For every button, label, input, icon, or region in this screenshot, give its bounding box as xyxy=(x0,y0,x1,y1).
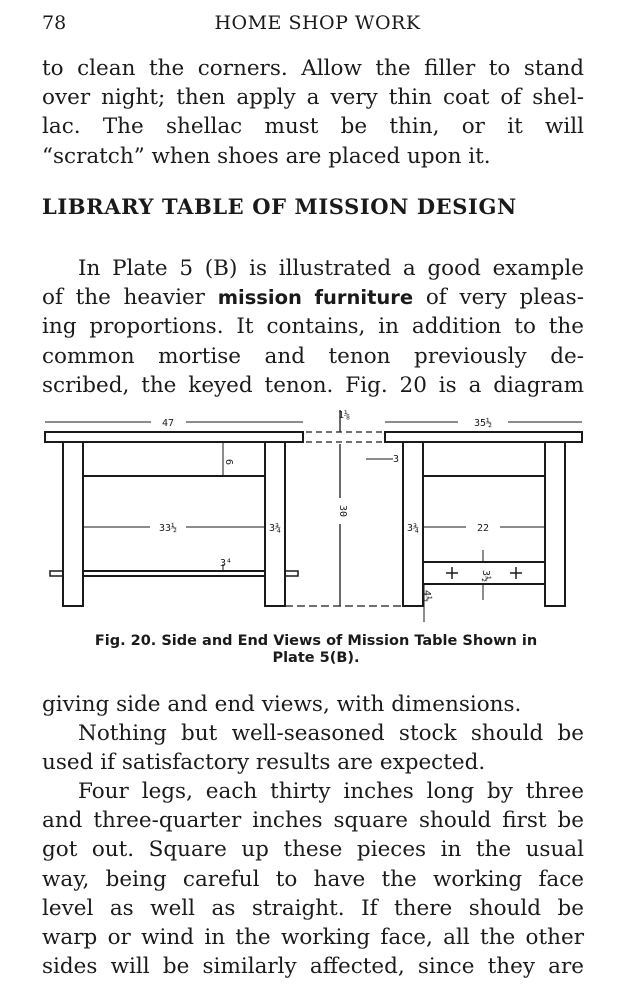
text-line: sides will be similarly affected, since they are xyxy=(42,954,584,980)
dim-label-apron-drop: 6 xyxy=(223,458,234,466)
text-line: In Plate 5 (B) is illustrated a good example xyxy=(78,256,584,281)
text-line: to clean the corners. Allow the filler to stand xyxy=(42,56,584,81)
table-diagram-figure xyxy=(38,404,590,626)
tenon-end-right xyxy=(285,571,298,576)
paragraph-stock xyxy=(42,719,584,777)
text-line: giving side and end views, with dimensions. xyxy=(42,692,522,717)
side-top-board xyxy=(45,432,303,442)
dim-label-end-inner: 22 xyxy=(476,523,490,534)
paragraph-views xyxy=(42,690,584,719)
text-line: got out. Square up these pieces in the usual xyxy=(42,837,584,863)
dim-label-end-apron: 3 xyxy=(393,454,400,465)
text-line xyxy=(42,283,584,312)
text-line: Four legs, each thirty inches long by three xyxy=(78,779,584,804)
dim-label-leg-end: 3¾ xyxy=(406,523,420,534)
running-header: HOME SHOP WORK xyxy=(214,12,421,34)
text-line: scribed, the keyed tenon. Fig. 20 is a diagram xyxy=(42,372,584,398)
text-fragment: of very pleas- xyxy=(425,285,584,311)
text-line: warp or wind in the working face, all the other xyxy=(42,925,584,951)
text-line: and three-quarter inches square should first be xyxy=(42,808,584,834)
intro-paragraph xyxy=(42,54,584,171)
text-line: used if satisfactory results are expected. xyxy=(42,750,486,776)
dim-label-side-length: 47 xyxy=(161,418,175,429)
page-number: 78 xyxy=(42,12,67,34)
dim-label-foot-gap: 4½ xyxy=(421,589,432,603)
paragraph-legs xyxy=(42,777,584,981)
text-line: ing proportions. It contains, in addition to the xyxy=(42,314,584,340)
paragraph-plate-description xyxy=(42,254,584,400)
dim-label-key-gap: 3½ xyxy=(480,569,491,583)
caption-line: Fig. 20. Side and End Views of Mission Table Shown in xyxy=(94,633,538,649)
dim-label-side-inner: 33½ xyxy=(158,523,178,534)
dim-label-end-length: 35½ xyxy=(473,418,493,429)
end-right-leg xyxy=(545,442,565,606)
section-heading: LIBRARY TABLE OF MISSION DESIGN xyxy=(42,194,517,219)
text-line: Nothing but well-seasoned stock should be xyxy=(78,721,584,746)
text-line: lac. The shellac must be thin, or it will xyxy=(42,114,584,140)
text-line: level as well as straight. If there should be xyxy=(42,895,584,921)
bold-term: mission furniture xyxy=(217,286,414,310)
text-line: way, being careful to have the working face xyxy=(42,866,584,892)
text-line: “scratch” when shoes are placed upon it. xyxy=(42,143,491,169)
dimension-labels xyxy=(159,409,492,602)
side-view xyxy=(45,422,303,606)
text-fragment: of the heavier xyxy=(42,285,205,311)
caption-line: Plate 5(B). xyxy=(272,650,360,666)
dim-label-leg-side: 3¾ xyxy=(268,523,282,534)
end-top-board xyxy=(385,432,582,442)
end-view xyxy=(366,422,582,622)
tenon-end-left xyxy=(50,571,63,576)
dim-label-height: 30 xyxy=(337,504,348,518)
text-line: over night; then apply a very thin coat of shel- xyxy=(42,85,584,111)
dim-label-shelf-thick: 3⁴ xyxy=(219,558,233,569)
side-left-leg xyxy=(63,442,83,606)
dim-label-top-overhang: 1⅛ xyxy=(337,410,351,421)
figure-caption xyxy=(42,633,590,667)
text-line: common mortise and tenon previously de- xyxy=(42,343,584,369)
